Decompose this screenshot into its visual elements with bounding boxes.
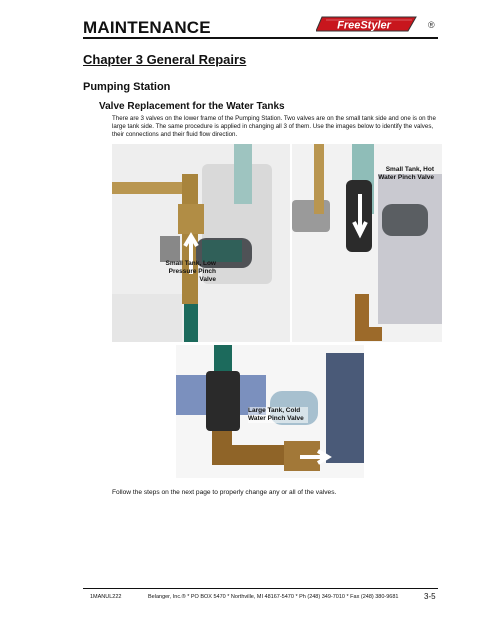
caption-cold-water-valve: Large Tank, Cold Water Pinch Valve [248,407,308,423]
logo-text: FreeStyler [337,19,391,32]
follow-text: Follow the steps on the next page to properly change any or all of the valves. [112,489,337,496]
footer-doc-id: 1MANUL222 [90,594,122,600]
freestyler-logo [316,13,440,35]
footer-rule [83,588,438,589]
caption-hot-water-valve: Small Tank, Hot Water Pinch Valve [378,166,434,181]
page-header-title: MAINTENANCE [83,18,211,37]
subsection-title: Valve Replacement for the Water Tanks [99,101,285,112]
photo-cold-water-valve [176,345,364,478]
footer-address: Belanger, Inc.® * PO BOX 5470 * Northville, MI 48167-5470 * Ph (248) 349-7010 * Fax (248) 380-9681 [148,594,399,600]
chapter-title: Chapter 3 General Repairs [83,52,247,67]
caption-low-pressure-valve: Small Tank, Low Pressure Pinch Valve [165,260,216,283]
intro-paragraph: There are 3 valves on the lower frame of the Pumping Station. Two valves are on the small tank side and one is on the large tank side. The same procedure is applied in changing all 3 of them. Use the images below to identify the valves, their connections and their fluid flow direction. [112,115,436,138]
page-number: 3-5 [424,592,436,601]
registered-mark: ® [428,20,435,30]
photo-hot-water-valve [292,144,442,342]
header-rule [83,37,438,39]
section-title: Pumping Station [83,81,171,93]
photo-low-pressure-valve [112,144,290,342]
